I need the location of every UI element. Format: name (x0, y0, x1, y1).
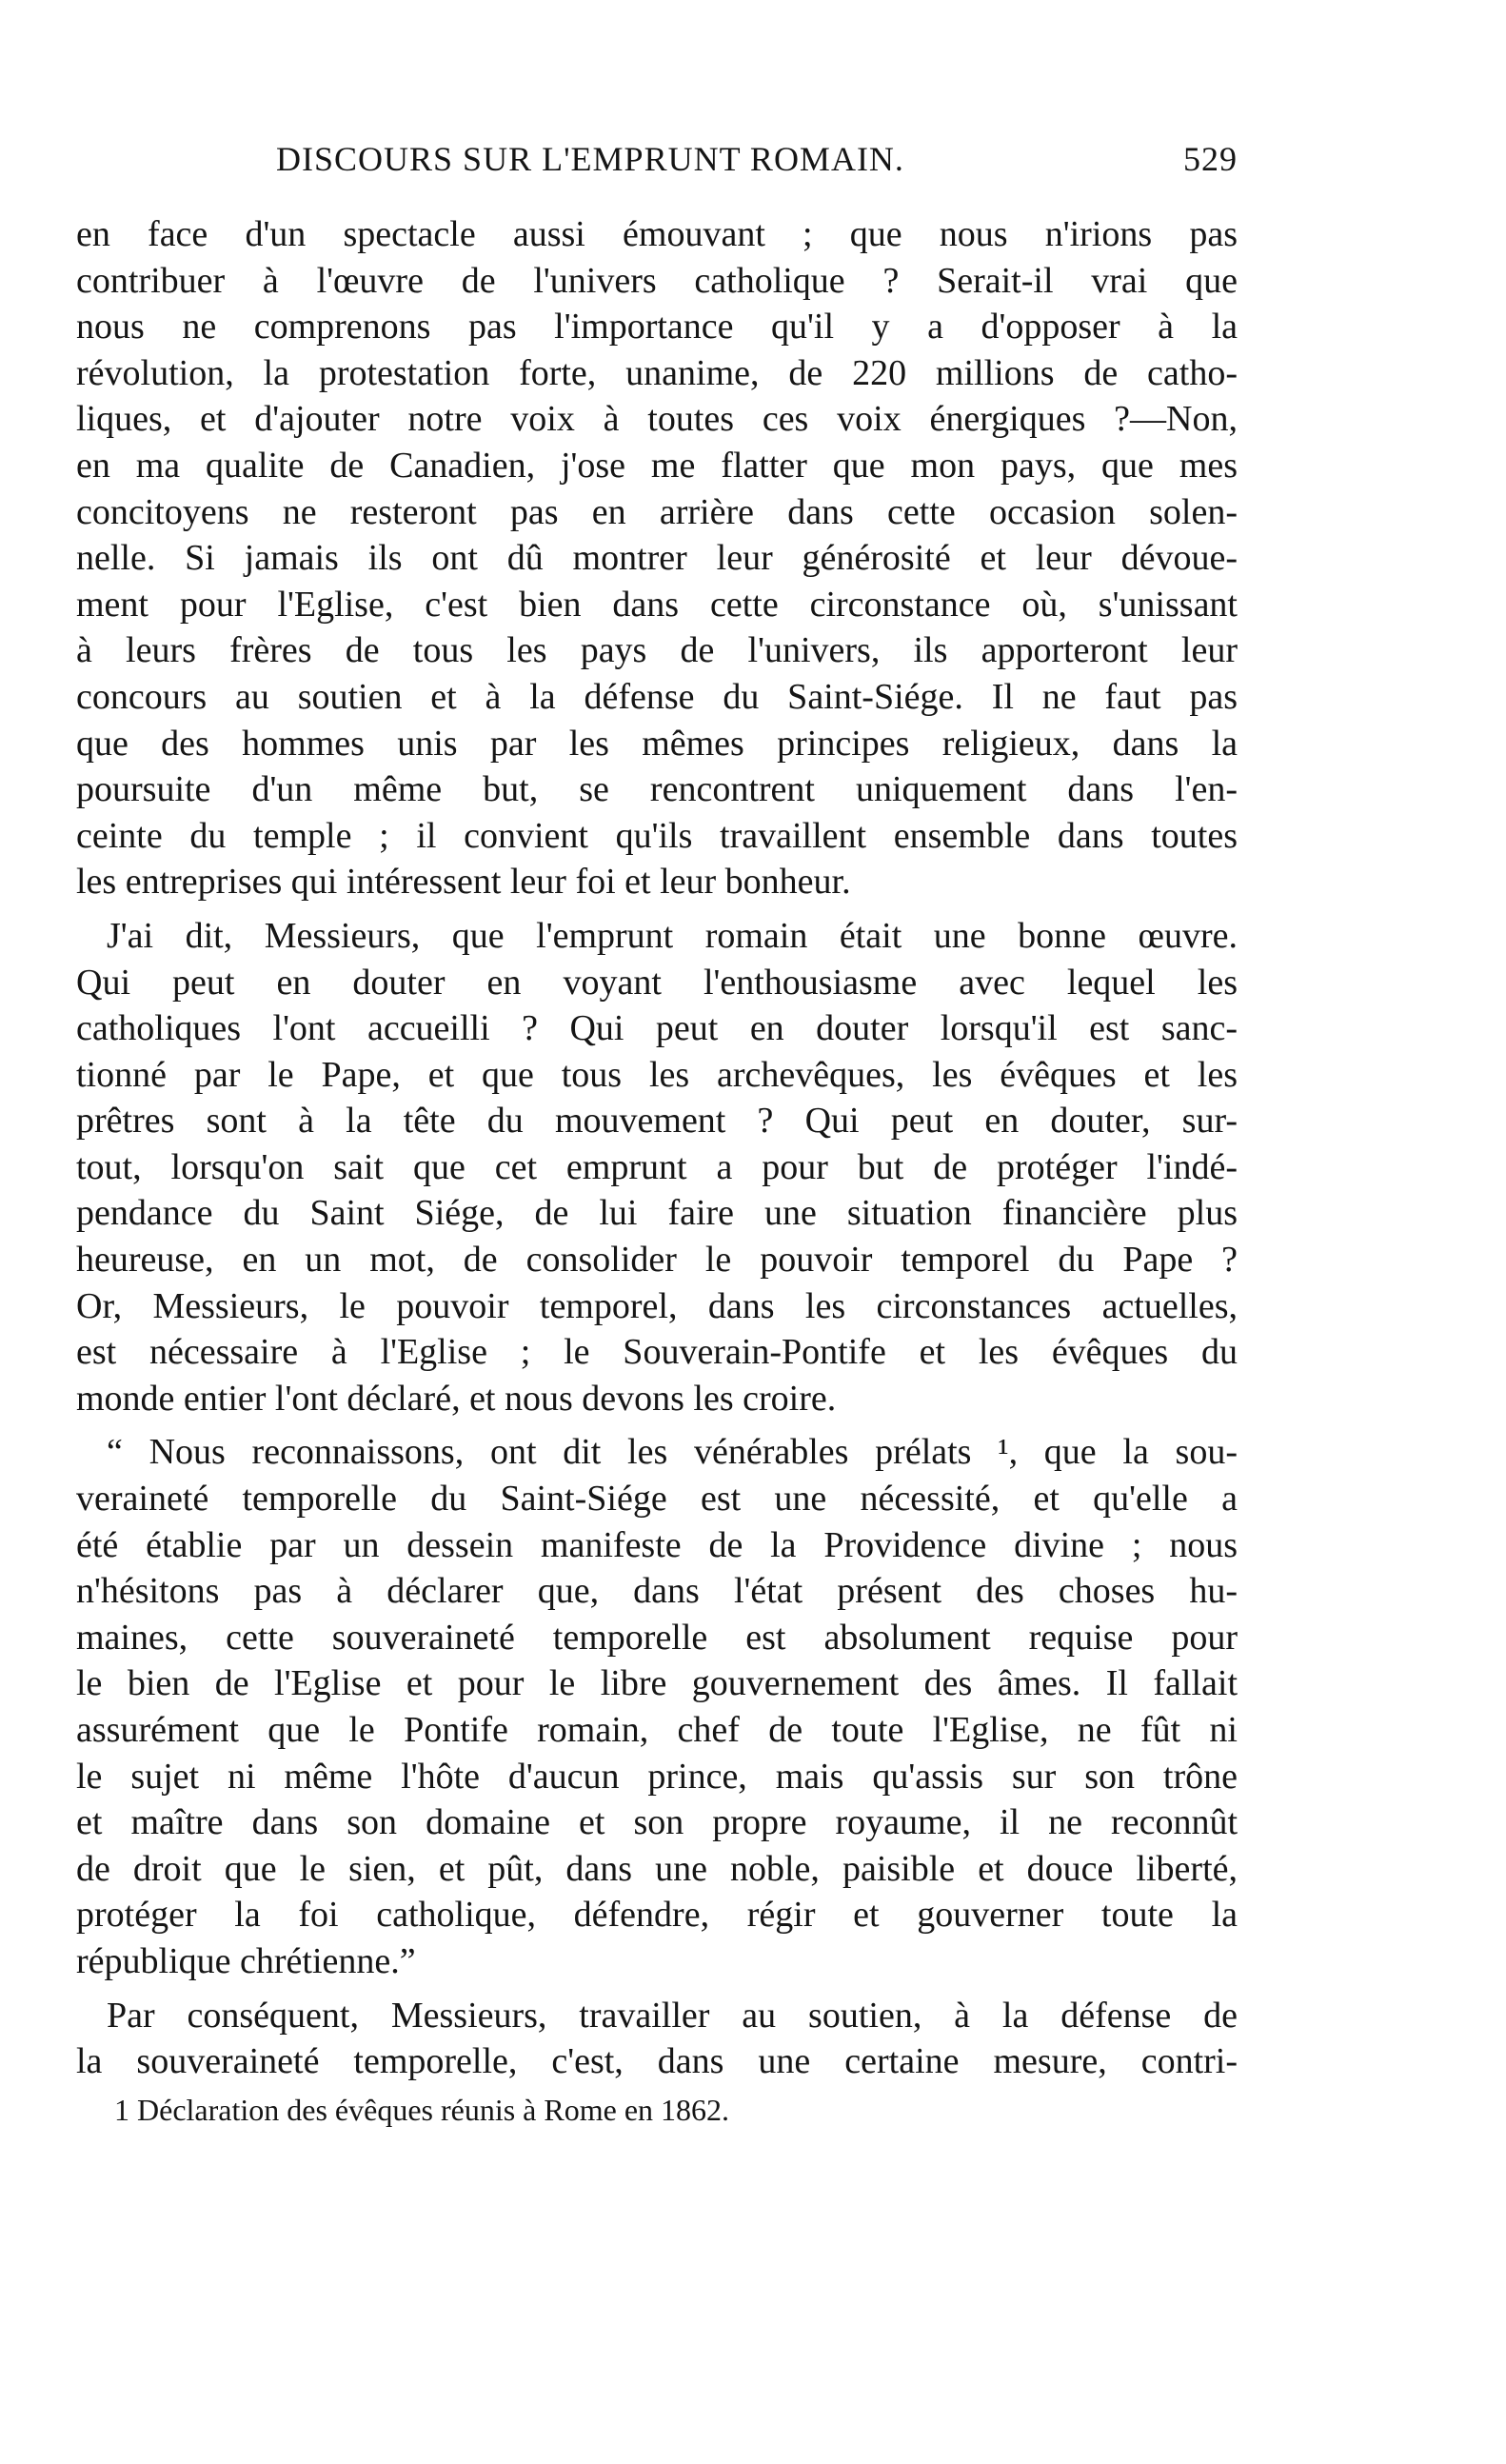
paragraph-2 (76, 913, 1238, 1422)
text-line: maines, cette souveraineté temporelle est absolument requise pour (76, 1617, 1238, 1658)
text-line: “ Nous reconnaissons, ont dit les vénérables prélats ¹, que la sou- (107, 1432, 1238, 1473)
paragraph-4 (76, 1993, 1238, 2085)
text-line: Par conséquent, Messieurs, travailler au soutien, à la défense de (107, 1995, 1238, 2036)
text-line: contribuer à l'œuvre de l'univers catholique ? Serait-il vrai que (76, 260, 1238, 301)
paragraph-3-quotation (76, 1429, 1238, 1984)
paragraph-gap (76, 1421, 1238, 1429)
text-line: concours au soutien et à la défense du Saint-Siége. Il ne faut pas (76, 676, 1238, 717)
text-line: veraineté temporelle du Saint-Siége est une nécessité, et qu'elle a (76, 1479, 1238, 1520)
text-line: ment pour l'Eglise, c'est bien dans cette circonstance où, s'unissant (76, 584, 1238, 625)
text-line: n'hésitons pas à déclarer que, dans l'état présent des choses hu- (76, 1571, 1238, 1612)
text-line: pendance du Saint Siége, de lui faire une situation financière plus (76, 1193, 1238, 1234)
text-line: ceinte du temple ; il convient qu'ils travaillent ensemble dans toutes (76, 815, 1238, 856)
running-title: DISCOURS SUR L'EMPRUNT ROMAIN. (276, 140, 904, 178)
text-line: les entreprises qui intéressent leur foi et leur bonheur. (76, 862, 851, 903)
text-line: le sujet ni même l'hôte d'aucun prince, mais qu'assis sur son trône (76, 1756, 1238, 1797)
body-text (76, 211, 1238, 2085)
text-line: en ma qualite de Canadien, j'ose me flatter que mon pays, que mes (76, 445, 1238, 486)
text-line: Or, Messieurs, le pouvoir temporel, dans les circonstances actuelles, (76, 1285, 1238, 1326)
text-line: en face d'un spectacle aussi émouvant ; que nous n'irions pas (76, 214, 1238, 254)
text-line: été établie par un dessein manifeste de la Providence divine ; nous (76, 1524, 1238, 1565)
text-line: révolution, la protestation forte, unanime, de 220 millions de catho- (76, 352, 1238, 393)
page-number: 529 (1183, 140, 1238, 178)
text-line: le bien de l'Eglise et pour le libre gouvernement des âmes. Il fallait (76, 1663, 1238, 1704)
text-line: prêtres sont à la tête du mouvement ? Qui peut en douter, sur- (76, 1101, 1238, 1142)
text-line: nous ne comprenons pas l'importance qu'il y a d'opposer à la (76, 307, 1238, 348)
text-line: république chrétienne.” (76, 1940, 416, 1981)
text-line: est nécessaire à l'Eglise ; le Souverain-Pontife et les évêques du (76, 1332, 1238, 1373)
text-line: que des hommes unis par les mêmes principes religieux, dans la (76, 723, 1238, 764)
running-head (76, 139, 1238, 189)
footnote-text: 1 Déclaration des évêques réunis à Rome en 1862. (114, 2093, 730, 2127)
text-line: la souveraineté temporelle, c'est, dans une certaine mesure, contri- (76, 2041, 1238, 2082)
paragraph-gap (76, 1985, 1238, 1993)
text-line: poursuite d'un même but, se rencontrent uniquement dans l'en- (76, 769, 1238, 810)
text-line: de droit que le sien, et pût, dans une noble, paisible et douce liberté, (76, 1848, 1238, 1889)
text-line: à leurs frères de tous les pays de l'univers, ils apporteront leur (76, 630, 1238, 671)
text-line: heureuse, en un mot, de consolider le pouvoir temporel du Pape ? (76, 1240, 1238, 1281)
text-line: protéger la foi catholique, défendre, régir et gouverner toute la (76, 1895, 1238, 1936)
text-line: tionné par le Pape, et que tous les archevêques, les évêques et les (76, 1054, 1238, 1095)
text-line: tout, lorsqu'on sait que cet emprunt a pour but de protéger l'indé- (76, 1146, 1238, 1187)
text-line: concitoyens ne resteront pas en arrière dans cette occasion solen- (76, 491, 1238, 532)
paragraph-gap (76, 905, 1238, 913)
text-line: Qui peut en douter en voyant l'enthousiasme avec lequel les (76, 962, 1238, 1003)
text-line: et maître dans son domaine et son propre royaume, il ne reconnût (76, 1802, 1238, 1843)
text-line: nelle. Si jamais ils ont dû montrer leur générosité et leur dévoue- (76, 538, 1238, 579)
text-line: catholiques l'ont accueilli ? Qui peut en douter lorsqu'il est sanc- (76, 1008, 1238, 1049)
text-line: liques, et d'ajouter notre voix à toutes ces voix énergiques ?—Non, (76, 399, 1238, 440)
footnote (114, 2089, 1161, 2131)
paragraph-1 (76, 211, 1238, 905)
text-line: assurément que le Pontife romain, chef de toute l'Eglise, ne fût ni (76, 1710, 1238, 1750)
text-line: monde entier l'ont déclaré, et nous devons les croire. (76, 1378, 837, 1419)
text-line: J'ai dit, Messieurs, que l'emprunt romain était une bonne œuvre. (107, 915, 1238, 956)
